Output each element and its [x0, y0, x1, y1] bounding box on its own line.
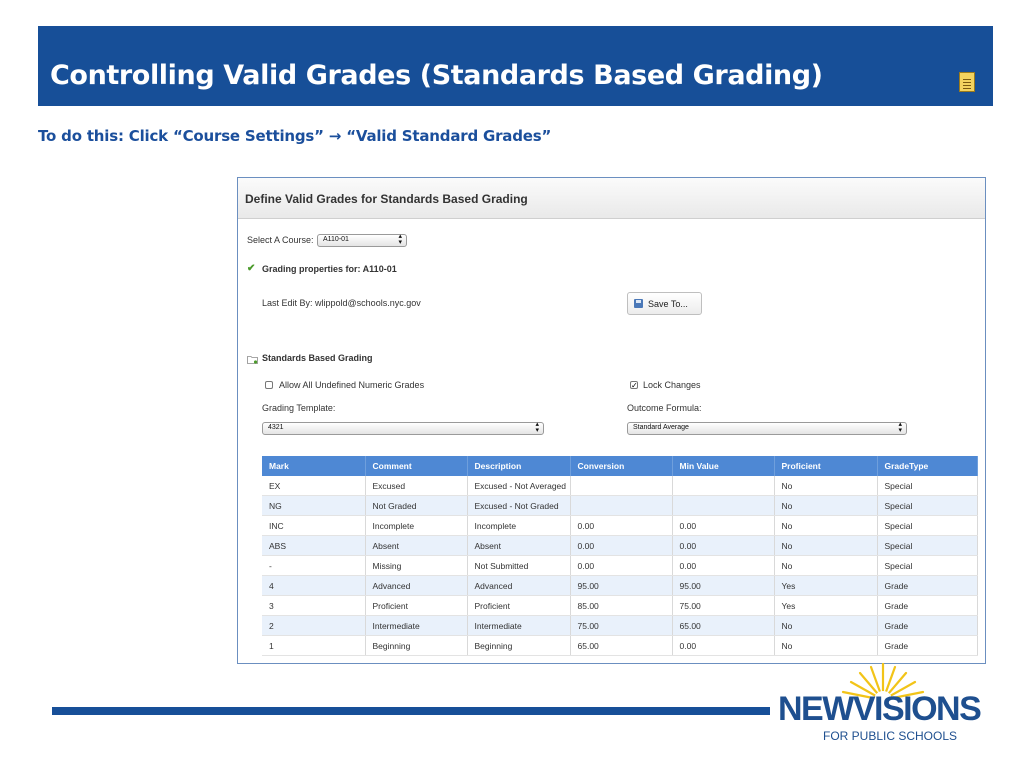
grading-template-select[interactable]	[262, 422, 544, 435]
table-cell: 1	[262, 636, 365, 656]
table-cell: 0.00	[672, 516, 774, 536]
column-header[interactable]: Mark	[262, 456, 365, 476]
floppy-disk-icon	[634, 299, 643, 308]
table-cell: Special	[877, 516, 977, 536]
table-cell: -	[262, 556, 365, 576]
define-valid-grades-panel	[237, 177, 986, 664]
checkmark-icon: ✔	[247, 263, 256, 274]
table-cell: 0.00	[672, 556, 774, 576]
table-cell: Not Submitted	[467, 556, 570, 576]
table-cell: 3	[262, 596, 365, 616]
outcome-formula-value: Standard Average	[633, 424, 689, 431]
table-row[interactable]	[262, 616, 977, 636]
table-cell	[570, 496, 672, 516]
course-select-value: A110-01	[323, 236, 349, 243]
table-cell: Excused - Not Averaged	[467, 476, 570, 496]
select-arrows-icon: ▴ ▾	[398, 233, 402, 246]
table-cell: Absent	[467, 536, 570, 556]
table-cell: Yes	[774, 576, 877, 596]
table-cell: Special	[877, 556, 977, 576]
table-cell: 75.00	[672, 596, 774, 616]
column-header[interactable]: Min Value	[672, 456, 774, 476]
table-row[interactable]	[262, 556, 977, 576]
logo-wordmark: NEWVISIONS	[778, 690, 981, 728]
table-cell: Incomplete	[467, 516, 570, 536]
select-course-label: Select A Course:	[247, 235, 314, 245]
allow-undefined-checkbox[interactable]	[265, 381, 273, 389]
table-cell: Excused - Not Graded	[467, 496, 570, 516]
table-cell: Special	[877, 476, 977, 496]
table-cell: 65.00	[570, 636, 672, 656]
table-cell: Special	[877, 496, 977, 516]
grading-properties-label: Grading properties for: A110-01	[262, 264, 397, 274]
table-cell: 2	[262, 616, 365, 636]
table-cell: Special	[877, 536, 977, 556]
column-header[interactable]: Proficient	[774, 456, 877, 476]
table-cell: 0.00	[672, 536, 774, 556]
column-header[interactable]: GradeType	[877, 456, 977, 476]
table-cell: 85.00	[570, 596, 672, 616]
lock-changes-checkbox[interactable]: ✓	[631, 381, 638, 390]
table-cell	[672, 496, 774, 516]
outcome-formula-select[interactable]	[627, 422, 907, 435]
table-cell: Beginning	[365, 636, 467, 656]
table-cell: No	[774, 536, 877, 556]
table-cell: No	[774, 616, 877, 636]
save-to-button[interactable]	[627, 292, 702, 315]
panel-title: Define Valid Grades for Standards Based Grading	[245, 192, 528, 206]
table-cell: Proficient	[467, 596, 570, 616]
table-cell: 65.00	[672, 616, 774, 636]
outcome-formula-label: Outcome Formula:	[627, 403, 702, 413]
table-cell: Not Graded	[365, 496, 467, 516]
table-cell: Excused	[365, 476, 467, 496]
table-cell: EX	[262, 476, 365, 496]
panel-header	[238, 178, 985, 219]
table-row[interactable]	[262, 476, 977, 496]
table-cell: 95.00	[570, 576, 672, 596]
table-cell	[570, 476, 672, 496]
table-row[interactable]	[262, 536, 977, 556]
instruction-text: To do this: Click “Course Settings” → “Valid Standard Grades”	[38, 127, 552, 145]
table-row[interactable]	[262, 636, 977, 656]
table-cell: NG	[262, 496, 365, 516]
last-edit-label: Last Edit By: wlippold@schools.nyc.gov	[262, 298, 421, 308]
allow-undefined-label: Allow All Undefined Numeric Grades	[279, 380, 425, 390]
table-row[interactable]	[262, 516, 977, 536]
table-cell: 4	[262, 576, 365, 596]
table-cell: INC	[262, 516, 365, 536]
table-cell: Advanced	[365, 576, 467, 596]
select-arrows-icon: ▴ ▾	[898, 421, 902, 434]
table-cell: Grade	[877, 636, 977, 656]
table-cell: No	[774, 636, 877, 656]
table-row[interactable]	[262, 496, 977, 516]
table-cell: No	[774, 496, 877, 516]
slide-title: Controlling Valid Grades (Standards Based Grading)	[50, 60, 823, 91]
table-row[interactable]	[262, 576, 977, 596]
table-cell: 0.00	[570, 536, 672, 556]
valid-grades-table	[262, 456, 978, 656]
section-title: Standards Based Grading	[262, 353, 373, 363]
grading-template-label: Grading Template:	[262, 403, 336, 413]
table-cell: 0.00	[570, 556, 672, 576]
course-select[interactable]	[317, 234, 407, 247]
table-cell: Intermediate	[467, 616, 570, 636]
table-cell: 95.00	[672, 576, 774, 596]
table-cell: Beginning	[467, 636, 570, 656]
table-cell: No	[774, 556, 877, 576]
logo-tagline: FOR PUBLIC SCHOOLS	[823, 729, 958, 743]
table-cell: 0.00	[570, 516, 672, 536]
table-cell: Incomplete	[365, 516, 467, 536]
table-cell: Grade	[877, 576, 977, 596]
notes-icon[interactable]	[959, 72, 975, 92]
column-header[interactable]: Conversion	[570, 456, 672, 476]
table-cell: No	[774, 516, 877, 536]
slide-title-bar	[38, 26, 993, 106]
table-cell: Grade	[877, 596, 977, 616]
table-cell: Grade	[877, 616, 977, 636]
footer-rule	[52, 707, 770, 715]
lock-changes-label: Lock Changes	[643, 380, 701, 390]
folder-icon	[247, 355, 258, 364]
table-cell: Proficient	[365, 596, 467, 616]
table-cell: ABS	[262, 536, 365, 556]
table-cell: Yes	[774, 596, 877, 616]
table-row[interactable]	[262, 596, 977, 616]
table-cell: Missing	[365, 556, 467, 576]
grading-template-value: 4321	[268, 424, 284, 431]
table-cell: Advanced	[467, 576, 570, 596]
table-cell: 0.00	[672, 636, 774, 656]
table-cell: Absent	[365, 536, 467, 556]
column-header[interactable]: Comment	[365, 456, 467, 476]
table-cell: 75.00	[570, 616, 672, 636]
select-arrows-icon: ▴ ▾	[535, 421, 539, 434]
table-cell: Intermediate	[365, 616, 467, 636]
save-to-label: Save To...	[648, 299, 688, 309]
table-header-row	[262, 456, 977, 476]
column-header[interactable]: Description	[467, 456, 570, 476]
table-cell: No	[774, 476, 877, 496]
table-cell	[672, 476, 774, 496]
